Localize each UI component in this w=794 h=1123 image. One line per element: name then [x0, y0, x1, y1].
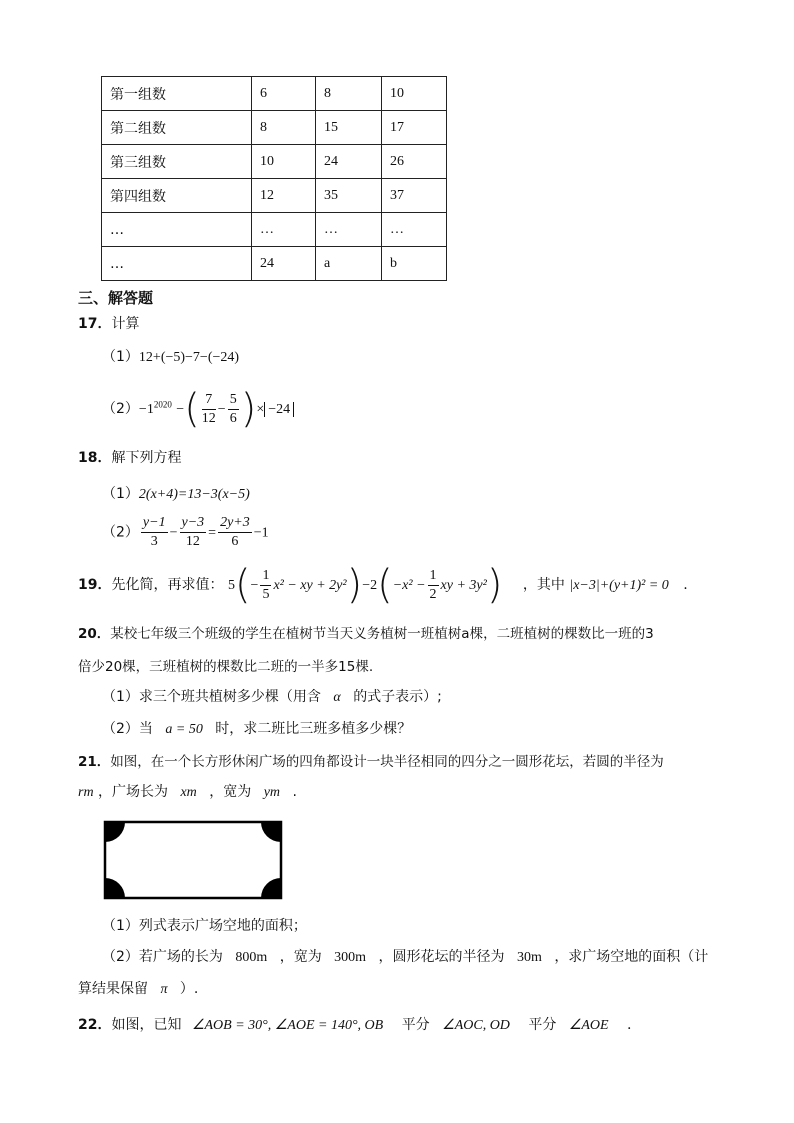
q22-mid2: 平分 [528, 1017, 557, 1033]
q21-y: ym [263, 785, 281, 800]
q22-expr3: ∠AOE [568, 1018, 609, 1033]
table-cell: 10 [252, 145, 316, 179]
section-title: 三、解答题 [78, 289, 154, 307]
table-cell: 37 [382, 179, 447, 213]
q18-number: 18． [78, 450, 112, 466]
q20-part2 [102, 718, 411, 738]
q17-p2-abs: −24 [264, 402, 294, 417]
q17-p1-label: （1） [102, 349, 139, 365]
q17-p2-op: − [217, 402, 226, 417]
q21-part2 [102, 946, 708, 966]
q21-line1 [78, 750, 664, 770]
q21-line2 [78, 781, 297, 801]
q19-e2: − [250, 578, 259, 593]
table-cell: 24 [316, 145, 382, 179]
q21-text2a: ，广场长为 [98, 784, 169, 800]
q19-end: . [683, 577, 688, 593]
q19-text: 先化简，再求值： [111, 577, 224, 593]
q19-number: 19． [78, 577, 112, 593]
q21-r: rm [78, 785, 94, 800]
q18-frac2-den: 12 [185, 534, 200, 549]
q19-condition: |x−3|+(y+1)² = 0 [569, 578, 669, 593]
table-cell: b [382, 247, 447, 281]
q21-p3a: 算结果保留 [78, 981, 148, 997]
plaza-rectangle [105, 822, 281, 898]
q17-number: 17． [78, 316, 112, 332]
q18-part1 [102, 483, 250, 503]
plaza-figure [103, 820, 283, 900]
q19-frac1 [260, 567, 271, 604]
table-cell: 6 [252, 77, 316, 111]
q19-frac2 [428, 567, 439, 604]
q21-number: 21． [78, 754, 111, 770]
q19-line: 19．先化简，再求值： 5(− $\frac{1}{5}$ x² − xy + 2y²)−2(−x² − $\frac{1}{2}$ xy + 3y²) ，其中 |x−3|+(y+1)² = 0 . [78, 562, 688, 608]
q17-part1 [102, 346, 239, 366]
q19-frac2-den: 2 [429, 586, 437, 602]
q18-frac1-den: 3 [150, 534, 158, 549]
q18-frac3-num: 2y+3 [218, 514, 252, 533]
table-cell: … [316, 213, 382, 247]
q18-frac2-num: y−3 [180, 514, 207, 533]
q20-p2-end: 时，求二班比三班多植多少棵？ [215, 721, 412, 737]
q17-p2-base: −1 [138, 402, 154, 417]
table-cell: … [252, 213, 316, 247]
table-cell: 第一组数 [102, 77, 252, 111]
q22-mid1: 平分 [401, 1017, 430, 1033]
q17-p2-exponent: 2020 [153, 399, 172, 410]
q21-x: xm [180, 785, 197, 800]
table-cell: 10 [382, 77, 447, 111]
q20-p1-var: α [333, 690, 341, 705]
table-cell: … [102, 247, 252, 281]
q21-p2d: ，求广场空地的面积（计 [554, 949, 709, 965]
q17-p1-expr: 12+(−5)−7−(−24) [138, 350, 240, 365]
q18-frac1-num: y−1 [141, 514, 168, 533]
table-cell: 第二组数 [102, 111, 252, 145]
q18-frac2 [180, 514, 207, 551]
table-cell: … [102, 213, 252, 247]
q18-p1-expr: 2(x+4)=13−3(x−5) [138, 487, 250, 502]
q20-p2-pre: （2）当 [102, 721, 153, 737]
q18-tail: −1 [253, 525, 269, 541]
q21-length: 800m [235, 950, 268, 965]
q20-p1-text: （1）求三个班共植树多少棵（用含 [102, 689, 321, 705]
table-cell: 17 [382, 111, 447, 145]
table-row [102, 77, 447, 111]
q22-pre: 如图，已知 [111, 1017, 182, 1033]
q18-frac3 [218, 514, 252, 551]
q22-expr2: ∠AOC, OD [442, 1018, 510, 1033]
q22-expr1: ∠AOB = 30°, ∠AOE = 140°, OB [191, 1018, 384, 1033]
q17-frac1 [202, 391, 216, 428]
table-cell: 12 [252, 179, 316, 213]
q21-p3b: ）. [179, 981, 199, 997]
q21-part2-cont [78, 978, 198, 998]
table-cell: … [382, 213, 447, 247]
q17-text: 计算 [111, 316, 140, 332]
q20-p2-expr: a = 50 [165, 722, 203, 737]
q20-p1-end: 的式子表示）; [353, 689, 442, 705]
q20-number: 20． [78, 626, 111, 642]
q22-line [78, 1014, 632, 1034]
table-cell: a [316, 247, 382, 281]
q18-op1: − [169, 525, 178, 541]
q19-e6: xy + 3y² [440, 578, 487, 593]
q18-frac1 [141, 514, 168, 551]
q21-part1: （1）列式表示广场空地的面积； [102, 918, 307, 934]
q17-p2-minus: − [176, 402, 185, 417]
q18-stem [78, 447, 181, 467]
q17-p2-times: × [256, 402, 265, 417]
q18-p1-label: （1） [102, 486, 139, 502]
q20-part1 [102, 686, 442, 706]
table-cell: 第三组数 [102, 145, 252, 179]
table-row [102, 179, 447, 213]
q17-frac2-num: 5 [228, 391, 239, 410]
q19-e4: −2 [362, 578, 378, 593]
table-cell: 8 [316, 77, 382, 111]
q19-frac1-den: 5 [262, 586, 270, 602]
table-cell: 35 [316, 179, 382, 213]
q20-text1: 某校七年级三个班级的学生在植树节当天义务植树一班植树a棵，二班植树的棵数比一班的3 [110, 626, 654, 642]
table-cell: 8 [252, 111, 316, 145]
q20-line2: 倍少20棵，三班植树的棵数比二班的一半多15棵. [78, 659, 374, 675]
table-row [102, 213, 447, 247]
table-cell: 第四组数 [102, 179, 252, 213]
q21-width: 300m [334, 950, 367, 965]
q17-p2-label: （2） [102, 401, 139, 417]
q22-number: 22． [78, 1017, 112, 1033]
number-groups-table [101, 76, 447, 281]
table-cell: 24 [252, 247, 316, 281]
table-row [102, 247, 447, 281]
q21-radius: 30m [516, 950, 542, 965]
q19-e3: x² − xy + 2y² [273, 578, 347, 593]
q19-frac1-num: 1 [260, 567, 271, 586]
q17-frac2-den: 6 [229, 410, 237, 426]
q17-stem [78, 313, 139, 333]
table-row [102, 111, 447, 145]
q21-p2a: （2）若广场的长为 [102, 949, 223, 965]
q17-frac1-num: 7 [202, 391, 216, 410]
q18-text: 解下列方程 [111, 450, 182, 466]
q18-eq: = [208, 525, 217, 541]
q20-line1 [78, 622, 654, 642]
q21-text1: 如图，在一个长方形休闲广场的四角都设计一块半径相同的四分之一圆形花坛，若圆的半径为 [110, 754, 664, 770]
q21-pi: π [160, 982, 168, 997]
q18-part2 [102, 514, 269, 551]
q18-p2-label: （2） [102, 524, 139, 541]
q18-frac3-den: 6 [231, 534, 239, 549]
q19-condition-label: ，其中 [522, 577, 565, 593]
q19-e5: −x² − [392, 578, 426, 593]
q19-e1: 5 [227, 578, 235, 593]
table-cell: 15 [316, 111, 382, 145]
q17-part2: $(2)-1^{2020}$ −( $\frac{7}{12}$ − $\frac{5}{6}$ )× −24 [102, 386, 294, 432]
q21-p2c: ，圆形花坛的半径为 [378, 949, 505, 965]
q22-end: . [627, 1017, 632, 1033]
q21-text2c: . [292, 784, 297, 800]
table-row [102, 145, 447, 179]
q21-text2b: ，宽为 [209, 784, 252, 800]
q19-frac2-num: 1 [428, 567, 439, 586]
table-cell: 26 [382, 145, 447, 179]
q21-p2b: ，宽为 [279, 949, 322, 965]
q17-frac1-den: 12 [201, 410, 216, 426]
q17-frac2 [228, 391, 239, 428]
